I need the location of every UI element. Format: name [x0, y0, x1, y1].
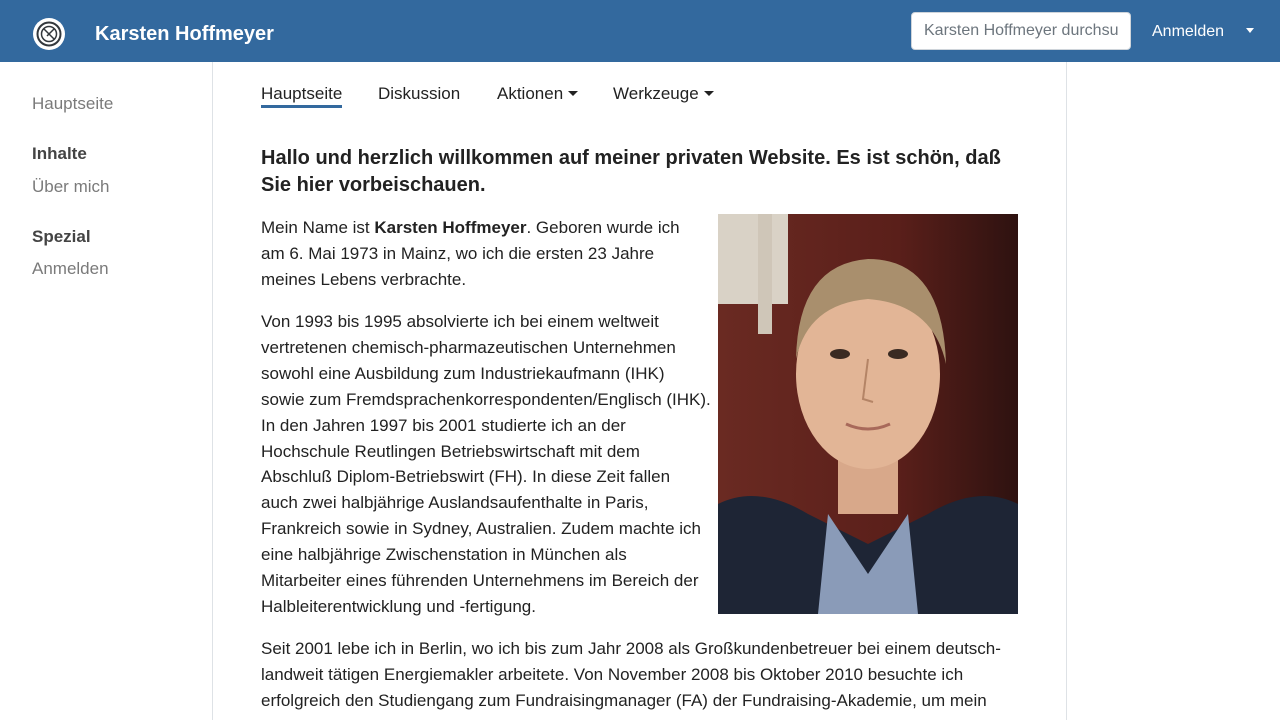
caret-down-icon: [1246, 28, 1254, 33]
tab-label: Werkzeuge: [613, 84, 699, 103]
tab-tools[interactable]: [613, 84, 714, 104]
tab-label: Hauptseite: [261, 84, 343, 103]
tab-label: Diskussion: [378, 84, 461, 103]
search-input[interactable]: [911, 12, 1131, 50]
sidebar-item-main-page[interactable]: Hauptseite: [32, 94, 114, 113]
page-headline: Hallo und herzlich willkommen auf meiner privaten Website. Es ist schön, daß Sie hier vorbeischauen.: [261, 147, 1001, 196]
sidebar: [0, 62, 213, 720]
logo-icon[interactable]: [33, 18, 65, 50]
author-name: Karsten Hoffmeyer: [374, 218, 527, 237]
sidebar-section-title-special: Spezial: [32, 227, 91, 246]
sidebar-section-title-contents: Inhalte: [32, 144, 87, 163]
tab-label: Aktionen: [497, 84, 564, 103]
caret-down-icon: [704, 91, 714, 96]
top-navbar: [0, 0, 1280, 62]
intro-text: . Geboren wurde ich am 6. Mai 1973 in Mainz, wo ich die ersten 23 Jahre meines Lebens verbrachte.: [261, 218, 680, 289]
user-menu-toggle[interactable]: [1240, 20, 1260, 40]
intro-text: Mein Name ist: [261, 218, 375, 237]
portrait-photo: [718, 214, 1018, 614]
main-content: [213, 62, 1067, 720]
sidebar-item-about-me[interactable]: Über mich: [32, 177, 110, 196]
intro-paragraph: [261, 215, 701, 293]
sidebar-item-login[interactable]: Anmelden: [32, 259, 109, 278]
tab-discussion[interactable]: [378, 84, 460, 104]
tab-main-page[interactable]: [261, 84, 342, 108]
login-link[interactable]: Anmelden: [1152, 23, 1225, 40]
tab-actions[interactable]: [497, 84, 578, 104]
caret-down-icon: [568, 91, 578, 96]
career-paragraph: Seit 2001 lebe ich in Berlin, wo ich bis zum Jahr 2008 als Großkundenbetreuer bei einem deutsch-landweit tätigen Energiemakler arbeitete. Von November 2008 bis Oktober 2010 besuchte ich erfolgreich den Studiengang zum Fundraisingmanager (FA) der Fundraising-Akademie, um mein: [261, 639, 1001, 710]
education-paragraph: Von 1993 bis 1995 absolvierte ich bei einem weltweit vertretenen chemisch-pharmazeutischen Unternehmen sowohl eine Ausbildung zum Industriekaufmann (IHK) sowie zum Fremdsprachenkorrespondenten/Englisch (IHK). In den Jahren 1997 bis 2001 studierte ich an der Hochschule Reutlingen Betriebswirtschaft mit dem Abschluß Diplom-Betriebswirt (FH). In diese Zeit fallen auch zwei halbjährige Auslandsaufenthalte in Paris, Frankreich sowie in Sydney, Australien. Zudem machte ich eine halbjährige Zwischenstation in München als Mitarbeiter eines führenden Unternehmens im Bereich der Halbleiterentwicklung und -fertigung.: [261, 312, 711, 616]
site-title[interactable]: Karsten Hoffmeyer: [95, 23, 274, 45]
